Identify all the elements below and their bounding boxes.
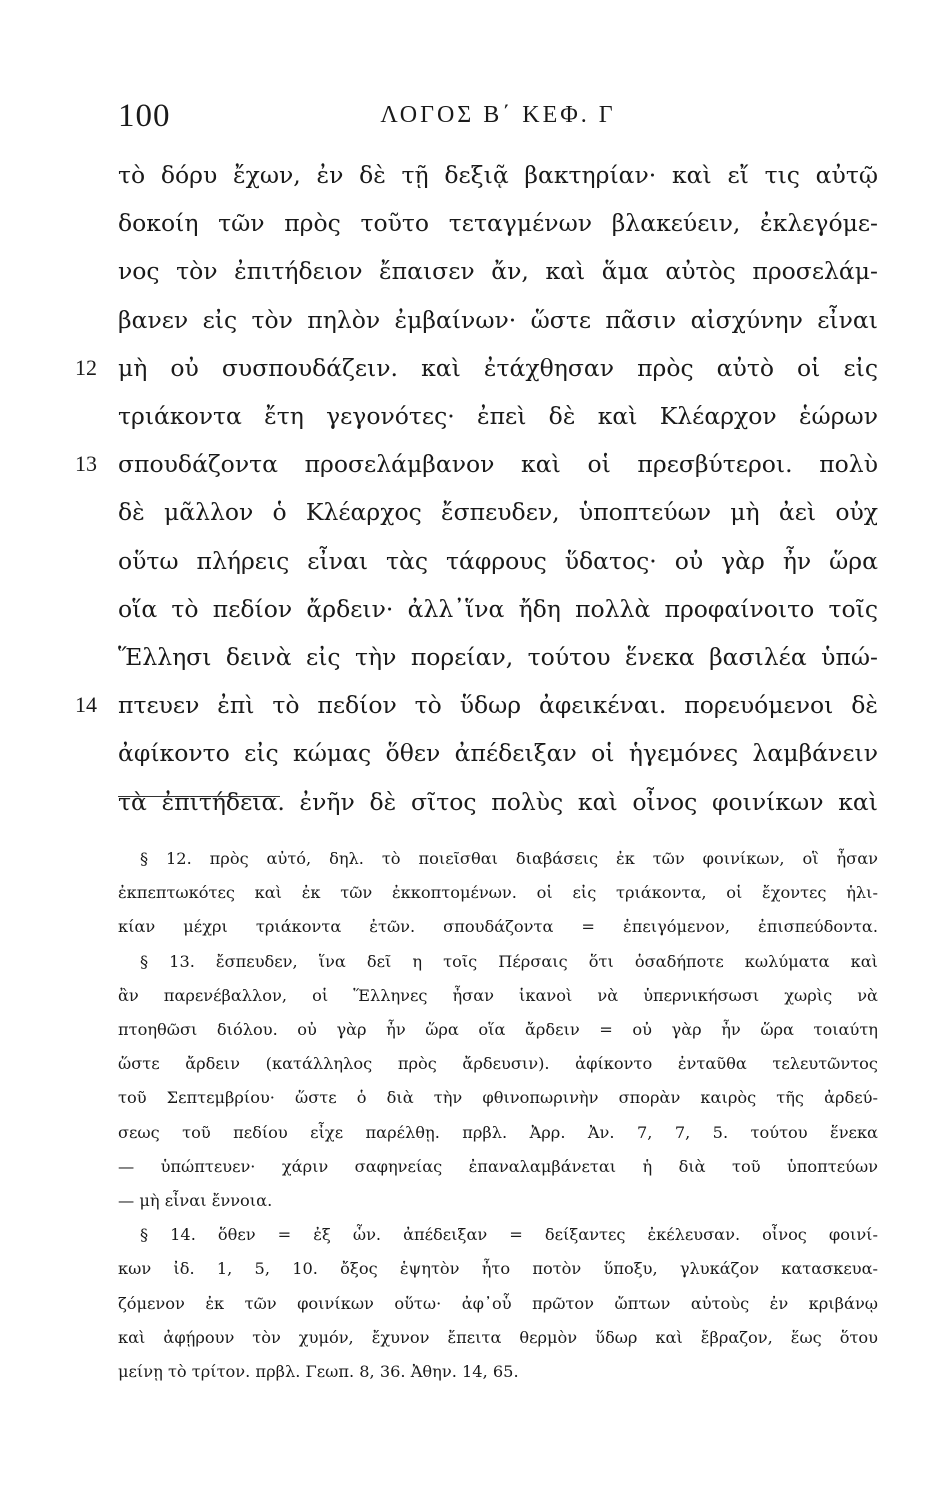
section-number: 13 (75, 451, 97, 477)
note-line: κων ἰδ. 1, 5, 10. ὄξος ἑψητὸν ἦτο ποτὸν ὕποξυ, γλυκάζον κατασκευα- (118, 1259, 878, 1279)
text-line: σπουδάζοντα προσελάμβανον καὶ οἱ πρεσβύτεροι. πολὺ (118, 450, 878, 479)
text-line: δὲ μᾶλλον ὁ Κλέαρχος ἔσπευδεν, ὑποπτεύων μὴ ἀεὶ οὐχ (118, 498, 878, 527)
running-head: ΛΟΓΟΣ Β΄ ΚΕΦ. Γ (380, 102, 616, 128)
text-line: πτευεν ἐπὶ τὸ πεδίον τὸ ὕδωρ ἀφεικέναι. πορευόμενοι δὲ (118, 691, 878, 720)
note-line: κίαν μέχρι τριάκοντα ἐτῶν. σπουδάζοντα = ἐπειγόμενον, ἐπισπεύδοντα. (118, 917, 878, 937)
note-line: — ὑπώπτευεν· χάριν σαφηνείας ἐπαναλαμβάνεται ἡ διὰ τοῦ ὑποπτεύων (118, 1156, 878, 1176)
section-number: 14 (75, 692, 97, 718)
note-line: § 14. ὅθεν = ἐξ ὧν. ἀπέδειξαν = δείξαντες ἐκέλευσαν. οἶνος φοινί- (140, 1225, 878, 1245)
note-line: σεως τοῦ πεδίου εἶχε παρέλθῃ. πρβλ. Ἀρρ. Ἀν. 7, 7, 5. τούτου ἕνεκα (118, 1122, 878, 1142)
section-number: 12 (75, 354, 97, 380)
note-line: — μὴ εἶναι ἔννοια. (118, 1191, 273, 1210)
note-line: τοῦ Σεπτεμβρίου· ὥστε ὁ διὰ τὴν φθινοπωρινὴν σπορὰν καιρὸς τῆς ἀρδεύ- (118, 1088, 878, 1108)
note-line: καὶ ἀφῄρουν τὸν χυμόν, ἔχυνον ἔπειτα θερμὸν ὕδωρ καὶ ἔβραζον, ἕως ὅτου (118, 1327, 878, 1347)
note-line: ἐκπεπτωκότες καὶ ἐκ τῶν ἐκκοπτομένων. οἱ εἰς τριάκοντα, οἱ ἔχοντες ἡλι- (118, 883, 878, 903)
text-line: μὴ οὐ συσπουδάζειν. καὶ ἐτάχθησαν πρὸς αὐτὸ οἱ εἰς (118, 353, 878, 382)
page-number: 100 (118, 98, 171, 134)
page-header (118, 98, 878, 138)
note-line: § 12. πρὸς αὐτό, δηλ. τὸ ποιεῖσθαι διαβάσεις ἐκ τῶν φοινίκων, οἳ ἦσαν (140, 849, 878, 868)
text-line: δοκοίη τῶν πρὸς τοῦτο τεταγμένων βλακεύειν, ἐκλεγόμε- (118, 209, 878, 238)
text-line: τὰ ἐπιτήδεια. ἐνῆν δὲ σῖτος πολὺς καὶ οἶνος φοινίκων καὶ (118, 787, 878, 816)
note-line: μείνῃ τὸ τρίτον. πρβλ. Γεωπ. 8, 36. Ἀθην. 14, 65. (118, 1362, 519, 1381)
note-line: πτοηθῶσι διόλου. οὐ γὰρ ἦν ὥρα οἵα ἄρδειν = οὐ γὰρ ἦν ὥρα τοιαύτη (118, 1020, 878, 1039)
text-line: τριάκοντα ἔτη γεγονότες· ἐπεὶ δὲ καὶ Κλέαρχον ἑώρων (118, 402, 878, 430)
note-line: § 13. ἔσπευδεν, ἵνα δεῖ η τοῖς Πέρσαις ὅτι ὁσαδήποτε κωλύματα καὶ (140, 951, 878, 971)
text-line: νος τὸν ἐπιτήδειον ἔπαισεν ἄν, καὶ ἅμα αὐτὸς προσελάμ- (118, 257, 878, 286)
text-line: οἵα τὸ πεδίον ἄρδειν· ἀλλ᾽ἵνα ἤδη πολλὰ προφαίνοιτο τοῖς (118, 594, 878, 623)
note-line: ζόμενον ἐκ τῶν φοινίκων οὕτω· ἀφ᾽οὗ πρῶτον ὤπτων αὐτοὺς ἐν κριβάνῳ (118, 1293, 878, 1313)
text-line: βανεν εἰς τὸν πηλὸν ἐμβαίνων· ὥστε πᾶσιν αἰσχύνην εἶναι (118, 305, 878, 334)
footnote-divider (118, 796, 280, 797)
text-line: ἀφίκοντο εἰς κώμας ὅθεν ἀπέδειξαν οἱ ἡγεμόνες λαμβάνειν (118, 739, 878, 768)
note-line: ἂν παρενέβαλλον, οἱ Ἕλληνες ἦσαν ἱκανοὶ νὰ ὑπερνικήσωσι χωρὶς νὰ (118, 985, 878, 1005)
note-line: ὥστε ἄρδειν (κατάλληλος πρὸς ἄρδευσιν). ἀφίκοντο ἐνταῦθα τελευτῶντος (118, 1054, 878, 1074)
text-line: οὕτω πλήρεις εἶναι τὰς τάφρους ὕδατος· οὐ γὰρ ἦν ὥρα (118, 546, 878, 575)
text-line: Ἕλλησι δεινὰ εἰς τὴν πορείαν, τούτου ἕνεκα βασιλέα ὑπώ- (118, 643, 878, 671)
text-line: τὸ δόρυ ἔχων, ἐν δὲ τῇ δεξιᾷ βακτηρίαν· καὶ εἴ τις αὐτῷ (118, 161, 878, 189)
